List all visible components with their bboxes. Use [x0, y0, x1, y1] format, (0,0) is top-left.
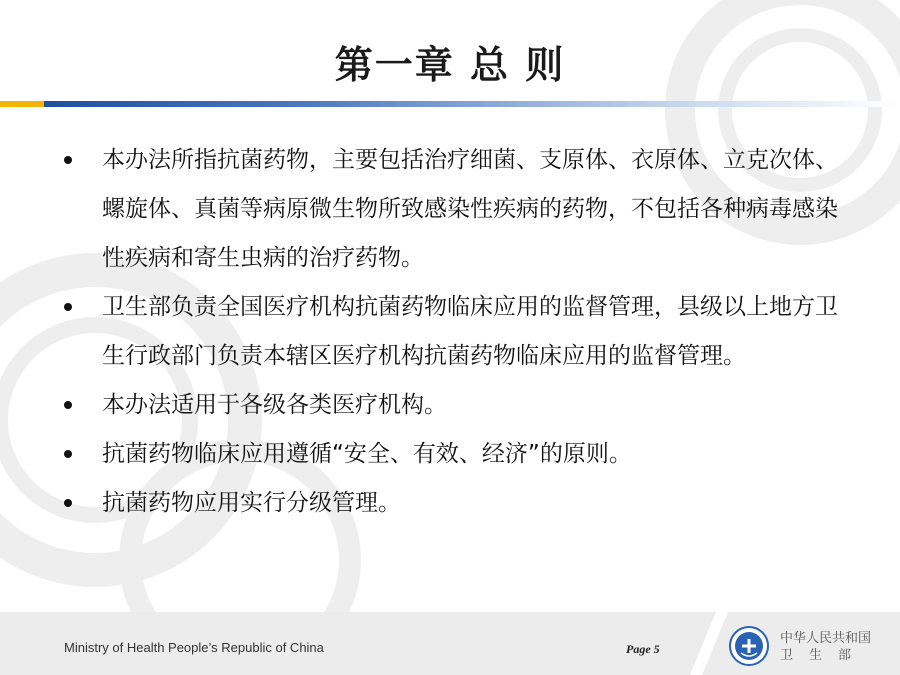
bullet-item	[60, 381, 850, 430]
bullet-item	[60, 283, 850, 381]
underline-yellow-segment	[0, 101, 44, 107]
bullet-dot-icon	[60, 283, 102, 311]
bullet-dot-icon	[60, 136, 102, 164]
bullet-text: 本办法适用于各级各类医疗机构。	[102, 392, 447, 418]
org-name-line2: 卫生部	[780, 648, 868, 663]
bullet-text: 卫生部负责全国医疗机构抗菌药物临床应用的监督管理，县级以上地方卫生行政部门负责本辖区医疗机构抗菌药物临床应用的监督管理。	[102, 294, 838, 369]
bullet-dot-icon	[60, 381, 102, 409]
slide-footer	[0, 612, 900, 675]
bullet-dot-icon	[60, 430, 102, 458]
ministry-label: Ministry of Health People’s Republic of China	[64, 640, 324, 655]
page-number: Page 5	[626, 642, 660, 656]
ministry-emblem-icon	[729, 626, 769, 666]
title-underline	[0, 101, 900, 107]
bullet-list	[60, 136, 850, 528]
divider-slash	[688, 612, 728, 675]
slide-title: 第一章 总 则	[334, 42, 566, 87]
bullet-item	[60, 430, 850, 479]
underline-blue-segment	[44, 101, 900, 107]
bullet-text: 抗菌药物临床应用遵循“安全、有效、经济”的原则。	[102, 441, 632, 467]
organization-name	[780, 630, 871, 664]
bullet-dot-icon	[60, 479, 102, 507]
bullet-item	[60, 136, 850, 283]
bullet-text: 本办法所指抗菌药物，主要包括治疗细菌、支原体、衣原体、立克次体、螺旋体、真菌等病原微生物所致感染性疾病的药物，不包括各种病毒感染性疾病和寄生虫病的治疗药物。	[102, 147, 838, 271]
org-name-line1: 中华人民共和国	[780, 631, 872, 646]
bullet-text: 抗菌药物应用实行分级管理。	[102, 490, 401, 516]
bullet-item	[60, 479, 850, 528]
